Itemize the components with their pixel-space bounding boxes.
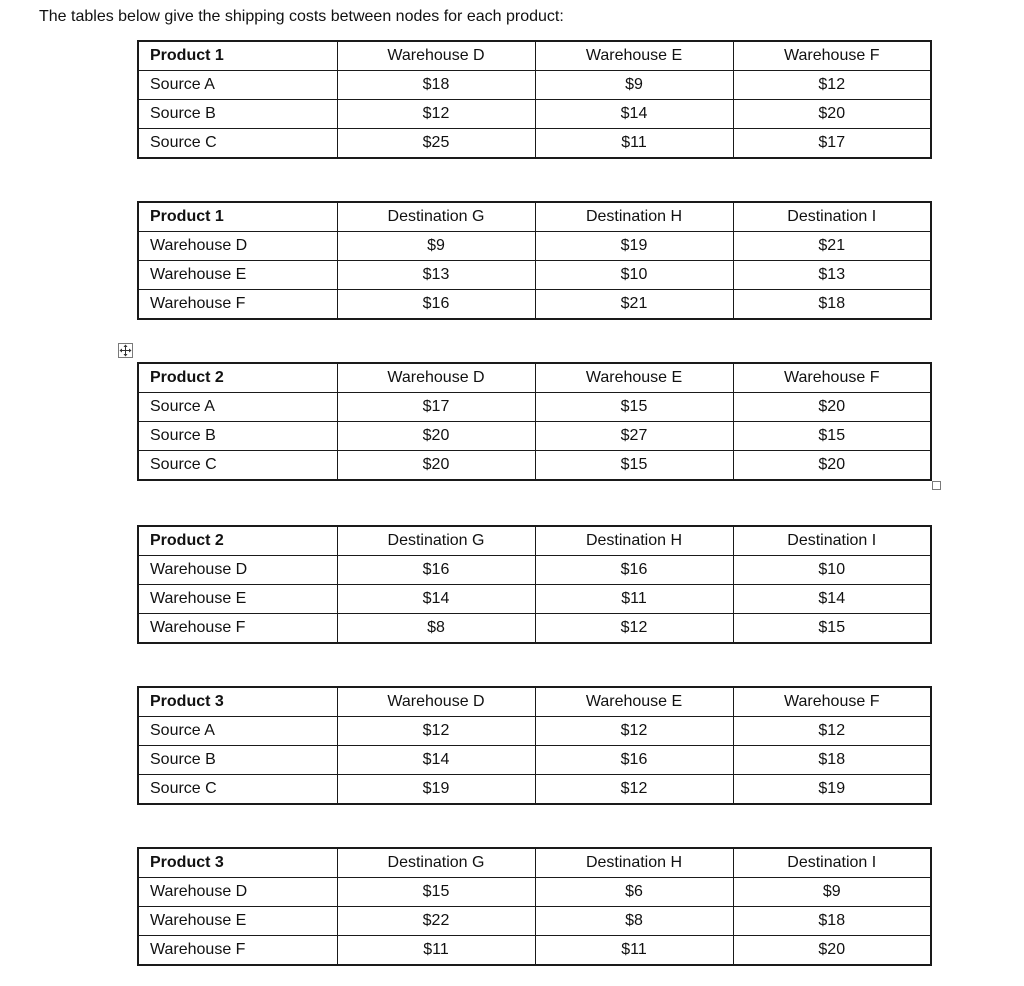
column-header: Warehouse F	[733, 41, 931, 71]
row-header: Warehouse D	[138, 556, 337, 585]
cost-cell: $12	[535, 775, 733, 805]
cost-cell: $6	[535, 878, 733, 907]
row-header: Warehouse E	[138, 585, 337, 614]
table-header-row	[138, 848, 931, 878]
cost-cell: $17	[337, 393, 535, 422]
table-row	[138, 746, 931, 775]
cost-cell: $16	[337, 290, 535, 320]
row-header: Source C	[138, 775, 337, 805]
cost-table-product1-sources[interactable]	[137, 40, 932, 159]
column-header: Destination I	[733, 848, 931, 878]
cost-cell: $20	[733, 100, 931, 129]
cost-cell: $14	[535, 100, 733, 129]
row-header: Warehouse E	[138, 907, 337, 936]
cost-cell: $12	[337, 100, 535, 129]
cost-cell: $20	[337, 451, 535, 481]
table-row	[138, 936, 931, 966]
table-row	[138, 422, 931, 451]
row-header: Source A	[138, 717, 337, 746]
row-header: Source A	[138, 393, 337, 422]
row-header: Warehouse F	[138, 290, 337, 320]
column-header: Destination G	[337, 848, 535, 878]
column-header: Destination G	[337, 202, 535, 232]
table-corner-cell: Product 3	[138, 848, 337, 878]
table-header-row	[138, 202, 931, 232]
cost-cell: $18	[337, 71, 535, 100]
row-header: Warehouse D	[138, 232, 337, 261]
column-header: Warehouse E	[535, 687, 733, 717]
cost-cell: $10	[535, 261, 733, 290]
table-row	[138, 129, 931, 159]
cost-cell: $20	[733, 936, 931, 966]
row-header: Warehouse E	[138, 261, 337, 290]
cost-cell: $20	[733, 451, 931, 481]
cost-cell: $19	[337, 775, 535, 805]
cost-cell: $16	[337, 556, 535, 585]
cost-cell: $15	[733, 614, 931, 644]
cost-cell: $11	[337, 936, 535, 966]
cost-cell: $21	[535, 290, 733, 320]
row-header: Warehouse D	[138, 878, 337, 907]
cost-cell: $15	[733, 422, 931, 451]
column-header: Destination H	[535, 526, 733, 556]
table-row	[138, 556, 931, 585]
cost-table-product2-destinations[interactable]	[137, 525, 932, 644]
table-row	[138, 717, 931, 746]
cost-cell: $9	[535, 71, 733, 100]
cost-cell: $14	[733, 585, 931, 614]
cost-table-product3-destinations[interactable]	[137, 847, 932, 966]
cost-cell: $22	[337, 907, 535, 936]
cost-cell: $21	[733, 232, 931, 261]
cost-cell: $12	[337, 717, 535, 746]
cost-cell: $18	[733, 907, 931, 936]
cost-table-product2-sources[interactable]	[137, 362, 932, 481]
cost-cell: $20	[733, 393, 931, 422]
column-header: Destination G	[337, 526, 535, 556]
column-header: Warehouse D	[337, 687, 535, 717]
intro-text: The tables below give the shipping costs between nodes for each product:	[39, 8, 564, 25]
table-row	[138, 393, 931, 422]
cost-cell: $19	[733, 775, 931, 805]
column-header: Warehouse F	[733, 363, 931, 393]
table-row	[138, 232, 931, 261]
table-row	[138, 585, 931, 614]
table-corner-cell: Product 2	[138, 526, 337, 556]
cost-cell: $11	[535, 936, 733, 966]
table-header-row	[138, 41, 931, 71]
cost-cell: $12	[733, 717, 931, 746]
column-header: Destination I	[733, 202, 931, 232]
row-header: Source B	[138, 422, 337, 451]
cost-cell: $13	[337, 261, 535, 290]
cost-cell: $9	[733, 878, 931, 907]
column-header: Destination H	[535, 202, 733, 232]
table-corner-cell: Product 3	[138, 687, 337, 717]
table-row	[138, 71, 931, 100]
table-row	[138, 907, 931, 936]
cost-cell: $8	[535, 907, 733, 936]
table-move-icon	[119, 344, 132, 357]
cost-cell: $27	[535, 422, 733, 451]
cost-cell: $12	[733, 71, 931, 100]
row-header: Source C	[138, 451, 337, 481]
cost-cell: $15	[535, 451, 733, 481]
table-row	[138, 261, 931, 290]
cost-cell: $9	[337, 232, 535, 261]
cost-cell: $18	[733, 746, 931, 775]
cost-table-product1-destinations[interactable]	[137, 201, 932, 320]
column-header: Warehouse E	[535, 41, 733, 71]
table-corner-cell: Product 1	[138, 41, 337, 71]
cost-cell: $12	[535, 717, 733, 746]
column-header: Warehouse D	[337, 41, 535, 71]
table-corner-cell: Product 1	[138, 202, 337, 232]
table-row	[138, 100, 931, 129]
cost-cell: $20	[337, 422, 535, 451]
cost-cell: $14	[337, 585, 535, 614]
table-header-row	[138, 526, 931, 556]
cost-table-product3-sources[interactable]	[137, 686, 932, 805]
cost-cell: $15	[337, 878, 535, 907]
column-header: Destination H	[535, 848, 733, 878]
row-header: Source B	[138, 100, 337, 129]
row-header: Warehouse F	[138, 614, 337, 644]
cost-cell: $12	[535, 614, 733, 644]
cost-cell: $17	[733, 129, 931, 159]
table-corner-cell: Product 2	[138, 363, 337, 393]
column-header: Destination I	[733, 526, 931, 556]
column-header: Warehouse F	[733, 687, 931, 717]
cost-cell: $25	[337, 129, 535, 159]
row-header: Source C	[138, 129, 337, 159]
table-row	[138, 775, 931, 805]
cost-cell: $13	[733, 261, 931, 290]
table-row	[138, 290, 931, 320]
cost-cell: $18	[733, 290, 931, 320]
row-header: Source B	[138, 746, 337, 775]
table-move-handle[interactable]	[118, 343, 133, 358]
table-row	[138, 614, 931, 644]
table-row	[138, 451, 931, 481]
cost-cell: $11	[535, 129, 733, 159]
table-row	[138, 878, 931, 907]
table-header-row	[138, 363, 931, 393]
column-header: Warehouse D	[337, 363, 535, 393]
table-resize-handle[interactable]	[932, 481, 941, 490]
cost-cell: $19	[535, 232, 733, 261]
cost-cell: $10	[733, 556, 931, 585]
table-header-row	[138, 687, 931, 717]
row-header: Source A	[138, 71, 337, 100]
cost-cell: $16	[535, 746, 733, 775]
cost-cell: $15	[535, 393, 733, 422]
cost-cell: $16	[535, 556, 733, 585]
cost-cell: $8	[337, 614, 535, 644]
column-header: Warehouse E	[535, 363, 733, 393]
row-header: Warehouse F	[138, 936, 337, 966]
cost-cell: $11	[535, 585, 733, 614]
cost-cell: $14	[337, 746, 535, 775]
